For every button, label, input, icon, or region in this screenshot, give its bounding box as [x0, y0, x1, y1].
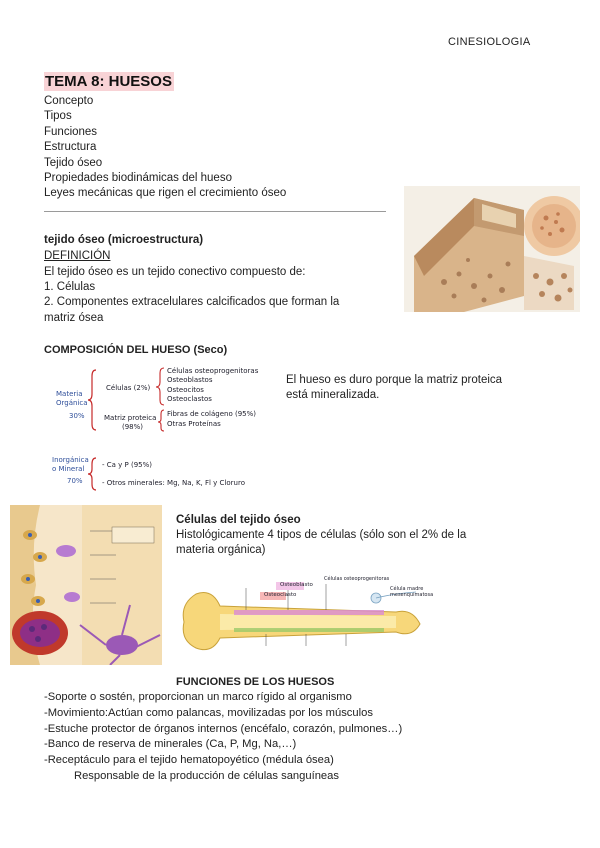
cells-description: materia orgánica)	[176, 544, 266, 556]
topic-list	[44, 94, 286, 202]
topic-item: Leyes mecánicas que rigen el crecimiento óseo	[44, 187, 287, 200]
definition-line: El tejido óseo es un tejido conectivo compuesto de:	[44, 266, 306, 278]
definition-label: DEFINICIÓN	[44, 250, 111, 262]
function-item: -Banco de reserva de minerales (Ca, P, Mg, Na,…)	[44, 738, 297, 751]
organic-percent: 30%	[69, 412, 85, 420]
topic-item: Tipos	[44, 110, 72, 123]
functions-heading: FUNCIONES DE LOS HUESOS	[176, 676, 335, 688]
inorganic-composition-diagram	[50, 454, 280, 494]
composition-note: El hueso es duro porque la matriz proteica	[286, 374, 503, 386]
divider	[44, 211, 386, 212]
definition-line: 1. Células	[44, 281, 96, 293]
inorganic-label: Inorgánica	[52, 456, 89, 464]
inorganic-label: o Mineral	[52, 465, 85, 473]
functions-list	[44, 690, 402, 785]
topic-item: Estructura	[44, 141, 97, 154]
organic-composition-diagram	[50, 364, 280, 436]
cell-type: Osteocitos	[167, 386, 204, 394]
topic-item: Tejido óseo	[44, 156, 103, 169]
definition-line: matriz ósea	[44, 312, 104, 324]
stem-cell-label: Célula madre mesenquimatosa	[390, 586, 434, 598]
topic-item: Funciones	[44, 125, 98, 138]
matrix-label: Matriz proteica	[104, 414, 157, 422]
cells-heading: Células del tejido óseo	[176, 514, 301, 526]
subject-header: CINESIOLOGIA	[448, 36, 531, 48]
mineral-item: - Otros minerales: Mg, Na, K, Fl y Cloruro	[102, 479, 245, 487]
osteoprogenitor-label: Células osteoprogenitoras	[324, 576, 390, 582]
bone-cells-diagram	[176, 574, 436, 670]
osteoclast-label: Osteoclasto	[264, 592, 297, 598]
function-item: -Movimiento:Actúan como palancas, movilizadas por los músculos	[44, 706, 373, 719]
tejido-heading: tejido óseo (microestructura)	[44, 234, 204, 246]
function-subitem: Responsable de la producción de células sanguíneas	[74, 769, 339, 782]
definition-line: 2. Componentes extracelulares calcificados que forman la	[44, 296, 340, 308]
organic-label: Materia	[56, 390, 83, 398]
cells-label: Células (2%)	[106, 384, 151, 392]
cell-type: Osteoclastos	[167, 395, 212, 403]
matrix-item: Fibras de colágeno (95%)	[167, 410, 257, 418]
organic-label: Orgánica	[56, 399, 88, 407]
osteoblast-label: Osteoblasto	[280, 582, 313, 588]
function-item: -Estuche protector de órganos internos (encéfalo, corazón, pulmones…)	[44, 722, 403, 735]
mineral-item: - Ca y P (95%)	[102, 461, 152, 469]
topic-item: Concepto	[44, 95, 94, 107]
matrix-item: Otras Proteínas	[167, 420, 221, 428]
bone-structure-illustration	[404, 186, 580, 312]
composition-heading: COMPOSICIÓN DEL HUESO (Seco)	[44, 344, 228, 356]
function-item: -Soporte o sostén, proporcionan un marco rígido al organismo	[44, 691, 352, 703]
cell-type: Células osteoprogenitoras	[167, 367, 259, 375]
function-item: -Receptáculo para el tejido hematopoyético (médula ósea)	[44, 754, 334, 767]
bone-cells-illustration	[10, 505, 162, 665]
page-title: TEMA 8: HUESOS	[45, 73, 172, 90]
cells-description: Histológicamente 4 tipos de células (sólo son el 2% de la	[176, 529, 467, 541]
topic-item: Propiedades biodinámicas del hueso	[44, 172, 232, 185]
matrix-percent: (98%)	[122, 423, 144, 431]
cell-type: Osteoblastos	[167, 376, 213, 384]
inorganic-percent: 70%	[67, 477, 83, 485]
composition-note: está mineralizada.	[286, 389, 380, 401]
